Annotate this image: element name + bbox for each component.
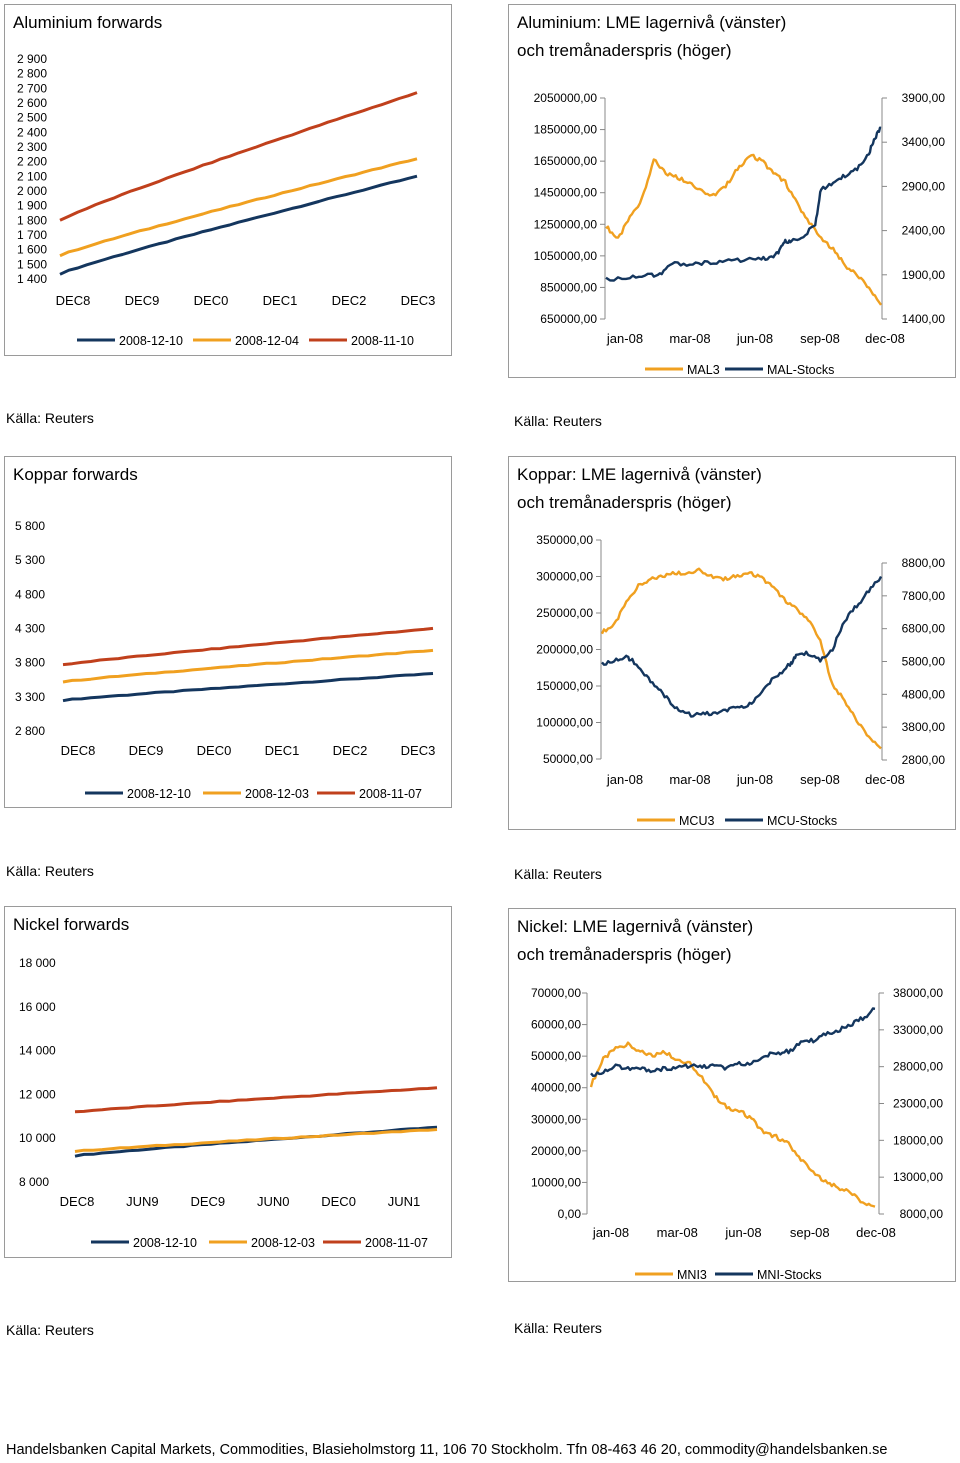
series-line xyxy=(75,1088,437,1112)
x-tick-label: DEC3 xyxy=(400,743,436,758)
y-tick-label: 14 000 xyxy=(19,1043,56,1058)
y-tick-label: 5 300 xyxy=(15,553,46,568)
y-tick-label: 2 300 xyxy=(17,140,48,154)
chart-title: Aluminium forwards xyxy=(13,13,163,32)
y-tick-label: 2 600 xyxy=(17,96,48,110)
y-tick-label: 1 800 xyxy=(17,213,48,228)
right-tick-label: 3800,00 xyxy=(901,720,945,735)
legend-label: 2008-12-10 xyxy=(127,787,191,801)
koppar-forwards-panel xyxy=(4,456,452,808)
series-line xyxy=(602,569,881,749)
y-tick-label: 1 600 xyxy=(17,242,48,257)
aluminium-lme-panel xyxy=(508,4,956,378)
right-tick-label: 5800,00 xyxy=(901,654,945,669)
x-tick-label: DEC1 xyxy=(264,743,300,758)
legend-label: 2008-12-10 xyxy=(133,1236,197,1250)
x-tick-label: DEC8 xyxy=(59,1194,95,1209)
aluminium-forwards-chart xyxy=(5,5,452,356)
aluminium-lme-chart xyxy=(509,5,956,378)
series-line xyxy=(591,1009,875,1076)
x-tick-label: jun-08 xyxy=(736,331,774,346)
right-tick-label: 28000,00 xyxy=(892,1059,943,1074)
y-tick-label: 16 000 xyxy=(19,999,56,1014)
legend-label: MCU-Stocks xyxy=(767,814,838,828)
left-tick-label: 50000,00 xyxy=(530,1049,581,1064)
left-tick-label: 100000,00 xyxy=(536,715,593,730)
y-tick-label: 2 200 xyxy=(17,154,48,169)
source-note: Källa: Reuters xyxy=(514,866,602,882)
x-tick-label: DEC0 xyxy=(196,743,232,758)
x-tick-label: DEC2 xyxy=(332,743,368,758)
left-tick-label: 30000,00 xyxy=(530,1112,581,1127)
source-note: Källa: Reuters xyxy=(6,410,94,426)
left-tick-label: 300000,00 xyxy=(536,569,593,584)
left-tick-label: 250000,00 xyxy=(536,606,593,620)
legend-label: 2008-12-03 xyxy=(251,1236,315,1250)
left-tick-label: 1850000,00 xyxy=(533,122,597,137)
x-tick-label: DEC8 xyxy=(55,293,91,308)
legend-label: MAL-Stocks xyxy=(767,363,835,377)
y-tick-label: 1 400 xyxy=(17,272,48,286)
x-tick-label: jan-08 xyxy=(606,331,644,346)
x-tick-label: dec-08 xyxy=(856,1225,896,1240)
nickel-lme-chart xyxy=(509,909,956,1282)
x-tick-label: sep-08 xyxy=(800,772,840,787)
source-note: Källa: Reuters xyxy=(514,1320,602,1336)
right-tick-label: 3400,00 xyxy=(901,135,945,150)
y-tick-label: 10 000 xyxy=(19,1131,56,1146)
y-tick-label: 2 500 xyxy=(17,110,48,125)
legend-label: 2008-11-07 xyxy=(359,787,423,801)
y-tick-label: 2 800 xyxy=(15,724,46,738)
left-tick-label: 40000,00 xyxy=(530,1080,581,1095)
legend-label: MNI3 xyxy=(677,1268,707,1282)
x-tick-label: mar-08 xyxy=(669,331,711,346)
x-tick-label: jan-08 xyxy=(592,1225,630,1240)
y-tick-label: 1 900 xyxy=(17,198,48,213)
right-tick-label: 33000,00 xyxy=(892,1022,943,1037)
koppar-forwards-chart xyxy=(5,457,452,808)
x-tick-label: JUN9 xyxy=(126,1194,159,1209)
right-tick-label: 1900,00 xyxy=(901,267,945,282)
legend-label: MNI-Stocks xyxy=(757,1268,822,1282)
aluminium-forwards-panel xyxy=(4,4,452,356)
x-tick-label: sep-08 xyxy=(800,331,840,346)
x-tick-label: dec-08 xyxy=(865,331,905,346)
left-tick-label: 0,00 xyxy=(557,1207,581,1221)
chart-title: Nickel: LME lagernivå (vänster) och tremånaderspris (höger) xyxy=(517,917,754,964)
right-tick-label: 23000,00 xyxy=(892,1096,943,1111)
footer-contact: Handelsbanken Capital Markets, Commodities, Blasieholmstorg 11, 106 70 Stockholm. Tfn 08-463 46 20, commodity@handelsbanken.se xyxy=(6,1442,888,1458)
legend-label: 2008-11-10 xyxy=(351,334,415,348)
source-note: Källa: Reuters xyxy=(6,863,94,879)
series-line xyxy=(75,1130,437,1152)
x-tick-label: DEC8 xyxy=(60,743,96,758)
nickel-lme-panel xyxy=(508,908,956,1282)
y-tick-label: 4 300 xyxy=(15,621,46,636)
left-tick-label: 1650000,00 xyxy=(533,154,597,169)
y-tick-label: 18 000 xyxy=(19,956,56,970)
left-tick-label: 850000,00 xyxy=(540,280,597,295)
x-tick-label: jun-08 xyxy=(736,772,774,787)
y-tick-label: 3 300 xyxy=(15,689,46,704)
y-tick-label: 1 500 xyxy=(17,257,48,272)
left-tick-label: 2050000,00 xyxy=(533,91,597,105)
legend-label: 2008-12-03 xyxy=(245,787,309,801)
chart-title: Aluminium: LME lagernivå (vänster) och tremånaderspris (höger) xyxy=(517,13,787,60)
y-tick-label: 2 800 xyxy=(17,66,48,81)
x-tick-label: JUN1 xyxy=(387,1194,421,1209)
series-line xyxy=(606,155,881,305)
y-tick-label: 2 400 xyxy=(17,125,48,140)
left-tick-label: 1450000,00 xyxy=(533,185,597,200)
left-tick-label: 50000,00 xyxy=(542,752,593,766)
chart-title: Nickel forwards xyxy=(13,915,130,934)
right-tick-label: 4800,00 xyxy=(901,687,945,702)
series-line xyxy=(60,93,417,221)
x-tick-label: DEC2 xyxy=(331,293,367,308)
y-tick-label: 1 700 xyxy=(17,228,48,242)
left-tick-label: 70000,00 xyxy=(530,986,581,1000)
series-line xyxy=(63,628,433,664)
nickel-forwards-chart xyxy=(5,907,452,1258)
right-tick-label: 2900,00 xyxy=(901,179,945,194)
x-tick-label: sep-08 xyxy=(789,1225,830,1240)
right-tick-label: 8800,00 xyxy=(901,556,945,570)
x-tick-label: jan-08 xyxy=(606,772,644,787)
series-line xyxy=(602,577,881,717)
legend-label: 2008-11-07 xyxy=(365,1236,429,1250)
x-tick-label: mar-08 xyxy=(656,1225,698,1240)
right-tick-label: 1400,00 xyxy=(901,312,945,326)
x-tick-label: mar-08 xyxy=(669,772,711,787)
source-note: Källa: Reuters xyxy=(6,1322,94,1338)
koppar-lme-panel xyxy=(508,456,956,830)
left-tick-label: 20000,00 xyxy=(530,1143,581,1158)
legend-label: 2008-12-10 xyxy=(119,334,183,348)
chart-title: Koppar: LME lagernivå (vänster) och tremånaderspris (höger) xyxy=(517,465,762,512)
y-tick-label: 2 000 xyxy=(17,184,48,198)
y-tick-label: 4 800 xyxy=(15,587,46,602)
left-tick-label: 150000,00 xyxy=(536,679,593,693)
x-tick-label: DEC1 xyxy=(262,293,298,308)
legend-label: MAL3 xyxy=(687,363,720,377)
right-tick-label: 7800,00 xyxy=(901,588,945,603)
y-tick-label: 2 900 xyxy=(17,52,48,66)
x-tick-label: DEC9 xyxy=(190,1194,226,1209)
x-tick-label: dec-08 xyxy=(865,772,905,787)
y-tick-label: 5 800 xyxy=(15,519,46,533)
right-tick-label: 6800,00 xyxy=(901,621,945,636)
x-tick-label: JUN0 xyxy=(256,1194,290,1209)
right-tick-label: 3900,00 xyxy=(901,91,945,105)
right-tick-label: 38000,00 xyxy=(892,986,943,1000)
right-tick-label: 2400,00 xyxy=(901,223,945,238)
right-tick-label: 13000,00 xyxy=(892,1170,943,1185)
x-tick-label: jun-08 xyxy=(725,1225,762,1240)
legend-label: 2008-12-04 xyxy=(235,334,299,348)
series-line xyxy=(60,176,417,274)
left-tick-label: 350000,00 xyxy=(536,533,593,547)
left-tick-label: 1050000,00 xyxy=(533,248,597,263)
x-tick-label: DEC9 xyxy=(128,743,164,758)
right-tick-label: 2800,00 xyxy=(901,753,945,767)
x-tick-label: DEC0 xyxy=(193,293,229,308)
source-note: Källa: Reuters xyxy=(514,413,602,429)
x-tick-label: DEC3 xyxy=(400,293,436,308)
x-tick-label: DEC9 xyxy=(124,293,160,308)
legend-label: MCU3 xyxy=(679,814,715,828)
left-tick-label: 200000,00 xyxy=(536,642,593,657)
koppar-lme-chart xyxy=(509,457,956,830)
x-tick-label: DEC0 xyxy=(321,1194,356,1209)
left-tick-label: 10000,00 xyxy=(530,1175,581,1190)
nickel-forwards-panel xyxy=(4,906,452,1258)
y-tick-label: 8 000 xyxy=(19,1175,50,1189)
y-tick-label: 12 000 xyxy=(19,1087,56,1102)
right-tick-label: 8000,00 xyxy=(899,1207,943,1221)
y-tick-label: 3 800 xyxy=(15,655,46,670)
y-tick-label: 2 100 xyxy=(17,169,48,184)
y-tick-label: 2 700 xyxy=(17,81,48,96)
left-tick-label: 60000,00 xyxy=(530,1017,581,1032)
series-line xyxy=(60,159,417,256)
chart-title: Koppar forwards xyxy=(13,465,138,484)
right-tick-label: 18000,00 xyxy=(892,1133,943,1148)
left-tick-label: 650000,00 xyxy=(540,312,597,326)
left-tick-label: 1250000,00 xyxy=(533,217,597,232)
